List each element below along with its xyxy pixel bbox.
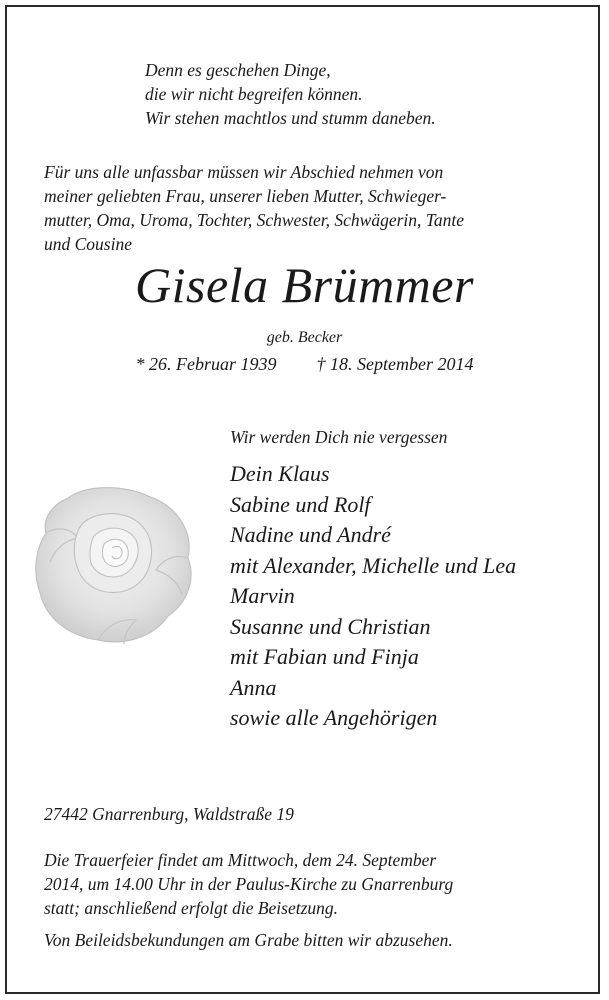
poem-line: Denn es geschehen Dinge, bbox=[145, 60, 331, 80]
mourner-name: Dein Klaus bbox=[230, 461, 330, 486]
funeral-service-info bbox=[44, 848, 567, 920]
service-line: Die Trauerfeier findet am Mittwoch, dem 24. September bbox=[44, 850, 437, 870]
intro-line: meiner geliebten Frau, unserer lieben Mutter, Schwieger- bbox=[44, 186, 447, 206]
condolence-note: Von Beileidsbekundungen am Grabe bitten wir abzusehen. bbox=[44, 930, 453, 950]
mourner-name: mit Fabian und Finja bbox=[230, 644, 419, 669]
poem-line: Wir stehen machtlos und stumm daneben. bbox=[145, 108, 436, 128]
poem bbox=[145, 58, 436, 130]
deceased-name: Gisela Brümmer bbox=[135, 257, 474, 313]
family-address: 27442 Gnarrenburg, Waldstraße 19 bbox=[44, 804, 294, 824]
intro-line: mutter, Oma, Uroma, Tochter, Schwester, Schwägerin, Tante bbox=[44, 210, 465, 230]
intro-line: Für uns alle unfassbar müssen wir Abschied nehmen von bbox=[44, 162, 444, 182]
maiden-name: geb. Becker bbox=[266, 329, 343, 346]
intro-text bbox=[44, 160, 567, 256]
mourner-list bbox=[230, 459, 516, 734]
death-date: † 18. September 2014 bbox=[316, 354, 474, 374]
birth-date: * 26. Februar 1939 bbox=[135, 354, 277, 374]
remember-line: Wir werden Dich nie vergessen bbox=[230, 427, 448, 447]
life-dates bbox=[0, 352, 609, 376]
mourner-name: Sabine und Rolf bbox=[230, 491, 371, 517]
mourner-name: Nadine und André bbox=[230, 522, 391, 547]
mourner-name: sowie alle Angehörigen bbox=[230, 705, 438, 730]
intro-line: und Cousine bbox=[44, 234, 132, 254]
mourner-name: Anna bbox=[230, 674, 277, 700]
mourner-name: Marvin bbox=[230, 583, 295, 608]
service-line: statt; anschließend erfolgt die Beisetzung. bbox=[44, 898, 339, 918]
mourner-name: Susanne und Christian bbox=[230, 613, 431, 639]
rose-icon bbox=[28, 478, 200, 648]
mourner-name: mit Alexander, Michelle und Lea bbox=[230, 552, 517, 578]
poem-line: die wir nicht begreifen können. bbox=[145, 84, 363, 104]
service-line: 2014, um 14.00 Uhr in der Paulus-Kirche zu Gnarrenburg bbox=[44, 874, 454, 894]
